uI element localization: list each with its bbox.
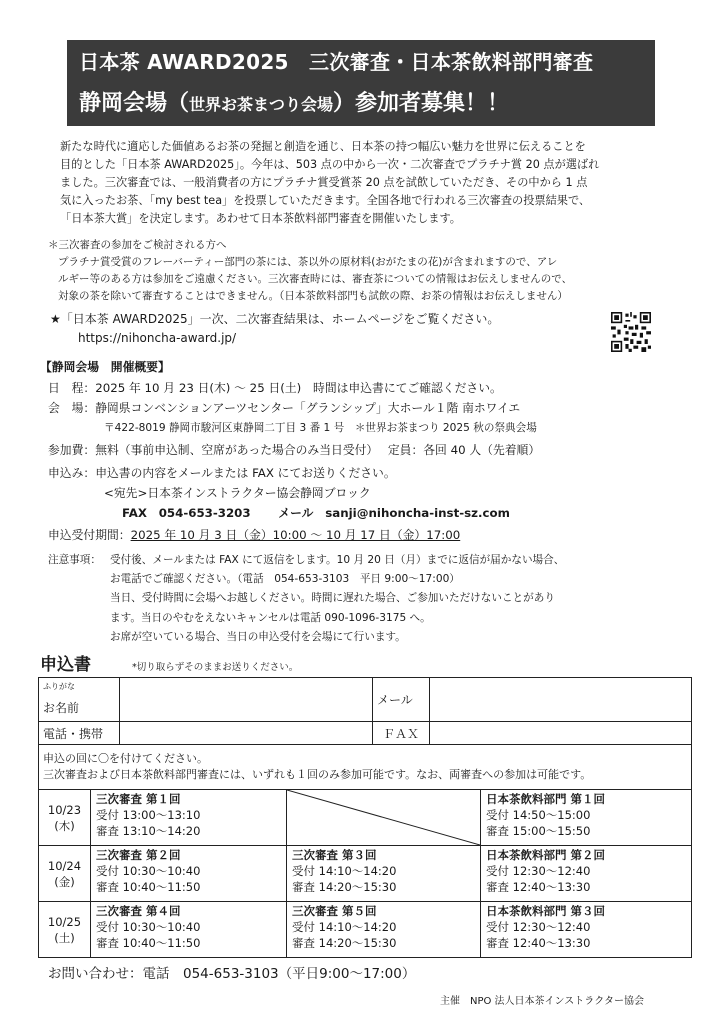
reception-time: 受付 12:30～12:40 (486, 920, 591, 934)
session-title: 三次審査 第２回 (96, 848, 181, 862)
instruction-line-2: 三次審査および日本茶飲料部門審査には、いずれも１回のみ参加可能です。なお、両審査への参加は可能です。 (43, 768, 592, 781)
note-line: プラチナ賞受賞のフレーバーティー部門の茶には、茶以外の原材料(おがたまの花)が含まれますので、アレ (58, 256, 558, 268)
banner-line-2-c: ）参加者募集！！ (333, 91, 510, 116)
date: 10/23 (47, 802, 82, 817)
contact-info: お問い合わせ：電話 054-653-3103（平日9:00～17:00） (48, 966, 416, 982)
results-text: ★「日本茶 AWARD2025」一次、二次審査結果は、ホームページをご覧ください。 (50, 312, 500, 326)
session-title: 三次審査 第５回 (292, 904, 377, 918)
mail-input[interactable] (430, 678, 692, 722)
note-heading: ＊三次審査の参加をご検討される方へ (48, 239, 227, 251)
destination: <宛先>日本茶インストラクター協会静岡ブロック (104, 486, 371, 500)
qr-code-icon[interactable] (611, 312, 651, 352)
venue-label: 会 場： (48, 401, 96, 415)
form-subtitle: *切り取らずそのままお送りください。 (132, 662, 299, 673)
empty-session-cell (287, 790, 481, 846)
venue-address: 〒422-8019 静岡市駿河区東静岡二丁目 3 番 1 号 ＊世界お茶まつり 2025 秋の祭典会場 (104, 422, 537, 434)
banner-line-2 (79, 86, 509, 117)
intro-line: 新たな時代に適応した価値あるお茶の発掘と創造を通じ、日本茶の持つ幅広い魅力を世界に伝えることを (60, 140, 586, 153)
award-url-link[interactable]: https://nihoncha-award.jp/ (78, 331, 237, 345)
session-title: 三次審査 第４回 (96, 904, 181, 918)
name-label-cell (39, 678, 120, 722)
reception-time: 受付 13:00～13:10 (96, 808, 201, 822)
date: 10/24 (47, 858, 82, 873)
date-row (48, 379, 502, 398)
session-cell[interactable] (287, 902, 481, 958)
weekday: (土) (54, 930, 75, 945)
form-instructions (39, 745, 692, 790)
intro-line: 気に入ったお茶、「my best tea」を投票していただきます。全国各地で行われる三次審査の投票結果で、 (60, 194, 591, 207)
schedule-table (38, 789, 692, 958)
judging-time: 審査 14:20～15:30 (292, 936, 397, 950)
caution-line: 当日、受付時間に会場へお越しください。時間に遅れた場合、ご参加いただけないことがあり (110, 592, 555, 605)
date-value: 2025 年 10 月 23 日(木) ～ 25 日(土) 時間は申込書にてご確認ください。 (95, 381, 502, 395)
apply-value: 申込書の内容をメールまたは FAX にてお送りください。 (95, 466, 396, 480)
judging-time: 審査 10:40～11:50 (96, 880, 201, 894)
session-cell[interactable] (91, 790, 287, 846)
reception-time: 受付 10:30～10:40 (96, 920, 201, 934)
judging-time: 審査 12:40～13:30 (486, 880, 591, 894)
judging-time: 審査 10:40～11:50 (96, 936, 201, 950)
note-line: 対象の茶を除いて審査することはできません。（日本茶飲料部門も試飲の際、お茶の情報はお伝えしません） (58, 290, 568, 302)
banner-line-1: 日本茶 AWARD2025 三次審査・日本茶飲料部門審査 (79, 50, 594, 74)
date: 10/25 (47, 914, 82, 929)
reception-time: 受付 14:10～14:20 (292, 920, 397, 934)
sponsor: 主催 NPO 法人日本茶インストラクター協会 (440, 996, 645, 1007)
note-line: ルギー等のある方は参加をご遠慮ください。三次審査時には、審査茶についての情報はお伝えしませんので、 (58, 273, 573, 285)
fax-label: ＦＡＸ (373, 722, 430, 745)
session-cell[interactable] (287, 846, 481, 902)
session-title: 三次審査 第３回 (292, 848, 377, 862)
date-label: 日 程： (48, 381, 96, 395)
session-title: 日本茶飲料部門 第２回 (486, 848, 606, 862)
venue-row (48, 399, 520, 418)
reception-time: 受付 12:30～12:40 (486, 864, 591, 878)
judging-time: 審査 15:00～15:50 (486, 824, 591, 838)
period-value: 2025 年 10 月 3 日（金）10:00 ～ 10 月 17 日（金）17:00 (130, 528, 461, 542)
intro-line: 「日本茶大賞」を決定します。あわせて日本茶飲料部門審査を開催いたします。 (60, 212, 461, 225)
session-title: 日本茶飲料部門 第３回 (486, 904, 606, 918)
period-row (48, 526, 460, 545)
fee-row (48, 441, 540, 460)
period-label: 申込受付期間： (48, 528, 131, 542)
caution-line: お席が空いている場合、当日の申込受付を会場にて行います。 (110, 630, 406, 643)
reception-time: 受付 10:30～10:40 (96, 864, 201, 878)
fax-input[interactable] (430, 722, 692, 745)
judging-time: 審査 13:10～14:20 (96, 824, 201, 838)
intro-line: ました。三次審査では、一般消費者の方にプラチナ賞受賞茶 20 点を試飲していただき、その中から 1 点 (60, 176, 588, 189)
phone-input[interactable] (120, 722, 373, 745)
caution-line: 受付後、メールまたは FAX にて返信をします。10 月 20 日（月）までに返信が届かない場合、 (110, 554, 565, 566)
caution-line: お電話でご確認ください。（電話 054-653-3103 平日 9:00～17:00） (110, 573, 460, 586)
caution-text (110, 551, 564, 647)
venue-value: 静岡県コンベンションアーツセンター「グランシップ」大ホール１階 南ホワイエ (95, 401, 521, 415)
reception-time: 受付 14:50～15:00 (486, 808, 591, 822)
overview-heading: 【静岡会場 開催概要】 (40, 360, 170, 374)
banner-line-2-a: 静岡会場（ (79, 91, 190, 116)
apply-label: 申込み： (48, 466, 96, 480)
caution-line: ます。当日のやむをえないキャンセルは電話 090-1096-3175 へ。 (110, 611, 431, 624)
title-banner (67, 40, 655, 126)
judging-time: 審査 14:20～15:30 (292, 880, 397, 894)
mail-label: メール (373, 678, 430, 722)
reception-time: 受付 14:10～14:20 (292, 864, 397, 878)
form-title: 申込書 (40, 655, 91, 675)
weekday: (金) (54, 874, 75, 889)
fee-label: 参加費： (48, 443, 96, 457)
session-title: 日本茶飲料部門 第１回 (486, 792, 606, 806)
session-cell[interactable] (91, 902, 287, 958)
weekday: (木) (54, 818, 75, 833)
session-cell[interactable] (481, 902, 692, 958)
session-cell[interactable] (481, 790, 692, 846)
fee-value: 無料（事前申込制、空席があった場合のみ当日受付） 定員：各回 40 人（先着順） (95, 443, 541, 457)
instruction-line-1: 申込の回に〇を付けてください。 (43, 752, 208, 765)
session-cell[interactable] (91, 846, 287, 902)
results-notice (50, 310, 499, 348)
fax-email: FAX 054-653-3203 メール sanji@nihoncha-inst-sz.com (122, 506, 510, 520)
phone-label: 電話・携帯 (39, 722, 120, 745)
judging-time: 審査 12:40～13:30 (486, 936, 591, 950)
date-cell (39, 902, 91, 958)
session-title: 三次審査 第１回 (96, 792, 181, 806)
applicant-form (38, 677, 692, 790)
furigana-label: ふりがな (43, 682, 75, 691)
date-cell (39, 790, 91, 846)
name-input[interactable] (120, 678, 373, 722)
allergy-note (48, 237, 572, 305)
date-cell (39, 846, 91, 902)
caution-label: 注意事項： (48, 554, 101, 566)
slash-line (287, 790, 480, 845)
intro-paragraph (60, 138, 680, 228)
intro-line: 目的とした「日本茶 AWARD2025」。今年は、503 点の中から一次・二次審査でプラチナ賞 20 点が選ばれ (60, 158, 600, 171)
name-label: お名前 (43, 701, 80, 715)
session-cell[interactable] (481, 846, 692, 902)
apply-row (48, 464, 396, 483)
banner-line-2-b: 世界お茶まつり会場 (189, 95, 334, 114)
